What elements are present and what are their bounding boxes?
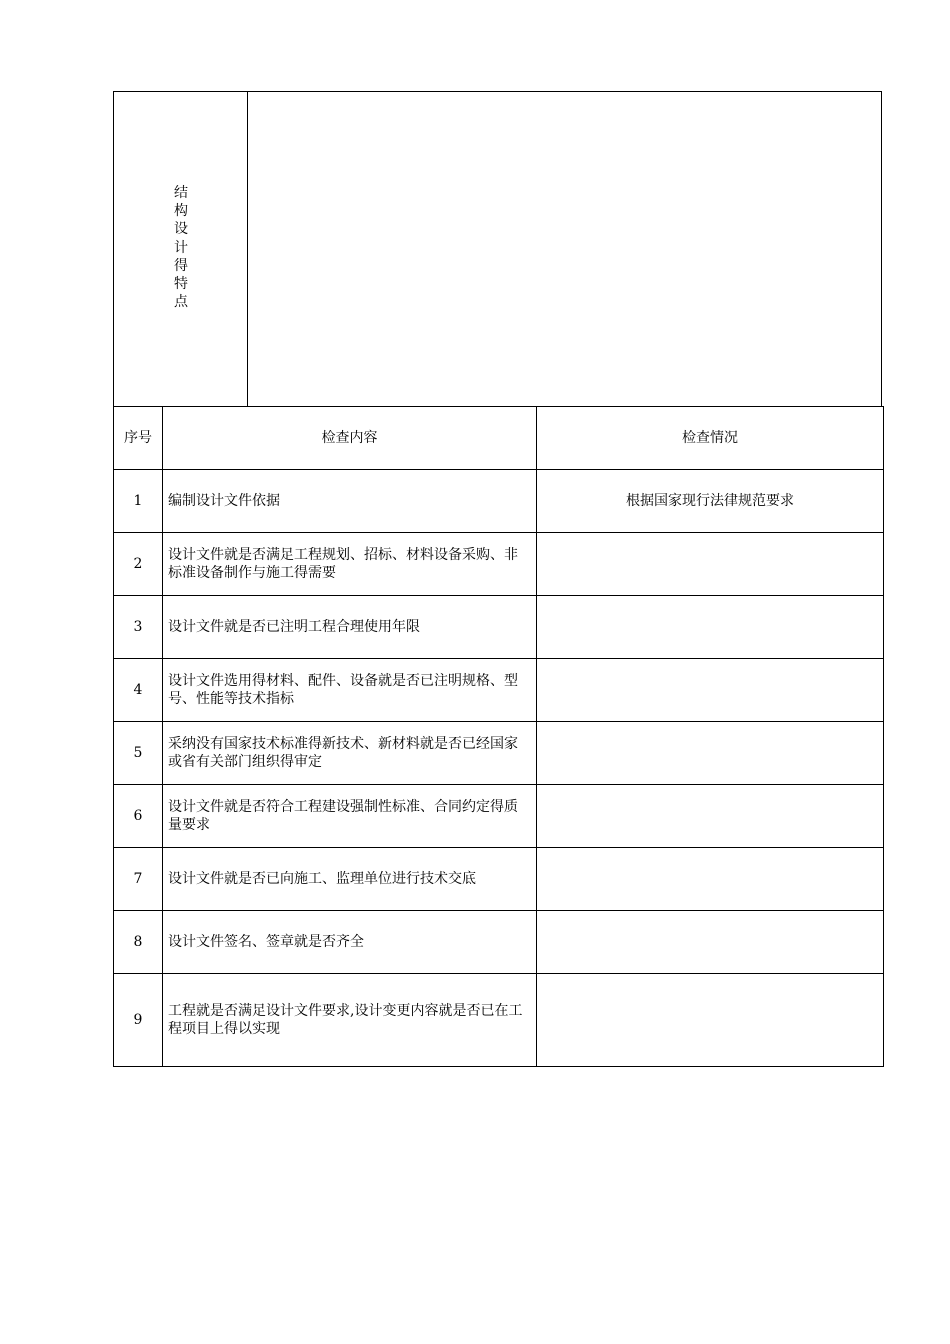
row-result: 根据国家现行法律规范要求: [537, 470, 884, 533]
table-row: [114, 596, 884, 659]
table-row: [114, 911, 884, 974]
row-number: 9: [114, 974, 163, 1067]
label-char: 点: [174, 294, 188, 311]
table-row: [114, 722, 884, 785]
row-content: 工程就是否满足设计文件要求,设计变更内容就是否已在工程项目上得以实现: [163, 974, 537, 1067]
label-char: 结: [174, 185, 188, 201]
table-row: [114, 533, 884, 596]
row-result: [537, 848, 884, 911]
header-result: 检查情况: [537, 407, 884, 470]
row-result: [537, 785, 884, 848]
row-content: 设计文件就是否已向施工、监理单位进行技术交底: [163, 848, 537, 911]
row-result: [537, 659, 884, 722]
header-content: 检查内容: [163, 407, 537, 470]
structure-features-label-cell: [114, 92, 248, 406]
row-content: 设计文件选用得材料、配件、设备就是否已注明规格、型号、性能等技术指标: [163, 659, 537, 722]
row-number: 7: [114, 848, 163, 911]
row-result: [537, 974, 884, 1067]
row-number: 3: [114, 596, 163, 659]
label-char: 构: [174, 203, 188, 220]
row-number: 6: [114, 785, 163, 848]
table-header-row: [114, 407, 884, 470]
row-content: 设计文件就是否已注明工程合理使用年限: [163, 596, 537, 659]
label-char: 得: [174, 257, 188, 274]
table-row: [114, 470, 884, 533]
table-row: [114, 848, 884, 911]
row-number: 4: [114, 659, 163, 722]
inspection-table: [113, 406, 884, 1067]
row-number: 8: [114, 911, 163, 974]
structure-features-section: [113, 91, 882, 406]
row-content: 采纳没有国家技术标准得新技术、新材料就是否已经国家或省有关部门组织得审定: [163, 722, 537, 785]
row-result: [537, 722, 884, 785]
row-result: [537, 596, 884, 659]
label-char: 计: [174, 239, 188, 256]
header-number: 序号: [114, 407, 163, 470]
table-row: [114, 659, 884, 722]
label-char: 设: [174, 221, 188, 238]
row-content: 设计文件就是否满足工程规划、招标、材料设备采购、非标准设备制作与施工得需要: [163, 533, 537, 596]
row-number: 1: [114, 470, 163, 533]
row-number: 5: [114, 722, 163, 785]
table-row: [114, 785, 884, 848]
label-char: 特: [174, 276, 188, 293]
row-content: 设计文件签名、签章就是否齐全: [163, 911, 537, 974]
row-result: [537, 911, 884, 974]
row-content: 设计文件就是否符合工程建设强制性标准、合同约定得质量要求: [163, 785, 537, 848]
row-content: 编制设计文件依据: [163, 470, 537, 533]
row-number: 2: [114, 533, 163, 596]
table-row: [114, 974, 884, 1067]
structure-features-label: [114, 184, 248, 311]
row-result: [537, 533, 884, 596]
